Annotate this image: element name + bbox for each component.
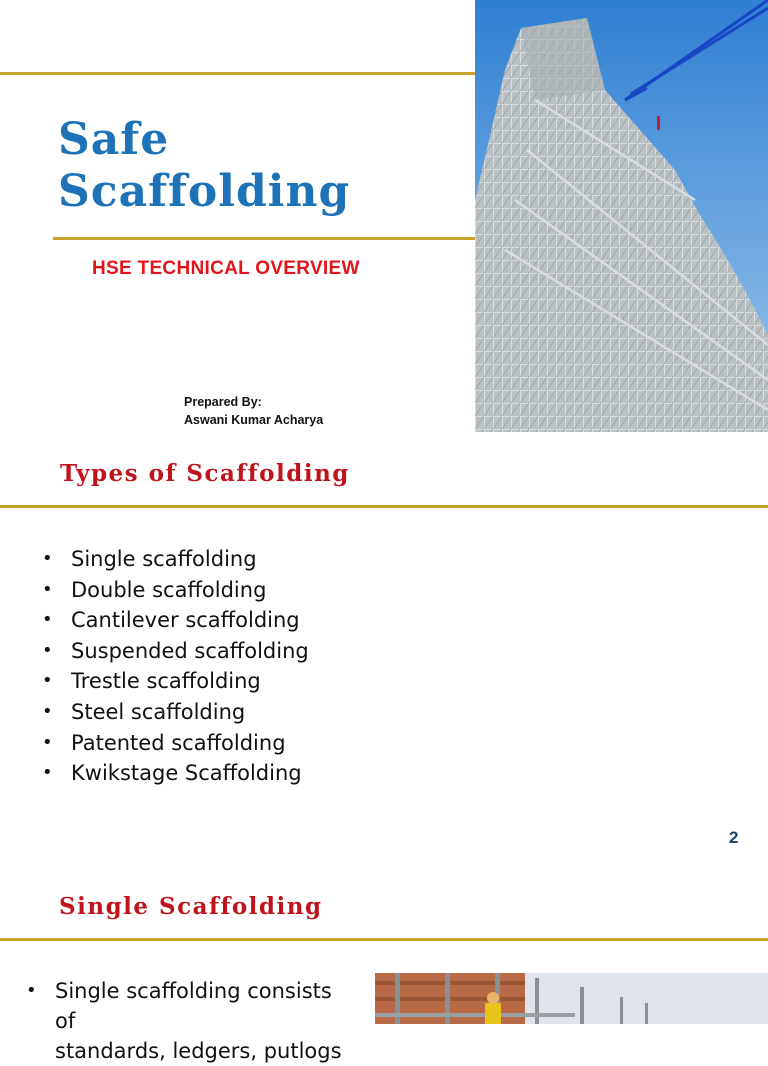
list-item: [26, 976, 356, 1066]
list-item: • Single scaffolding: [42, 544, 309, 575]
list-item: • Trestle scaffolding: [42, 666, 309, 697]
title-top-divider: [0, 72, 475, 75]
prepared-by-label: Prepared By:: [184, 395, 262, 409]
types-list: [42, 544, 309, 789]
types-divider: [0, 505, 768, 508]
slide-title-line2: Scaffolding: [58, 166, 351, 217]
list-item: • Double scaffolding: [42, 575, 309, 606]
desc-line1: Single scaffolding consists of: [55, 979, 332, 1033]
slide-subtitle: HSE TECHNICAL OVERVIEW: [92, 258, 360, 279]
single-description: [26, 976, 356, 1066]
list-item: • Suspended scaffolding: [42, 636, 309, 667]
desc-line2: standards, ledgers, putlogs: [55, 1039, 342, 1063]
slide-title: [58, 114, 350, 218]
author-name: Aswani Kumar Acharya: [184, 413, 324, 427]
page-number: 2: [729, 828, 739, 847]
list-item: • Cantilever scaffolding: [42, 605, 309, 636]
slide-title-line1: Safe: [58, 114, 170, 165]
single-scaffolding-photo: [375, 973, 768, 1024]
title-bottom-divider: [53, 237, 475, 240]
author-block: [184, 393, 323, 429]
single-divider: [0, 938, 768, 941]
list-item: • Steel scaffolding: [42, 697, 309, 728]
single-heading: Single Scaffolding: [59, 893, 323, 920]
types-heading: Types of Scaffolding: [60, 460, 350, 487]
list-item: • Patented scaffolding: [42, 728, 309, 759]
list-item: • Kwikstage Scaffolding: [42, 758, 309, 789]
scaffolding-tower-photo: [475, 0, 768, 432]
